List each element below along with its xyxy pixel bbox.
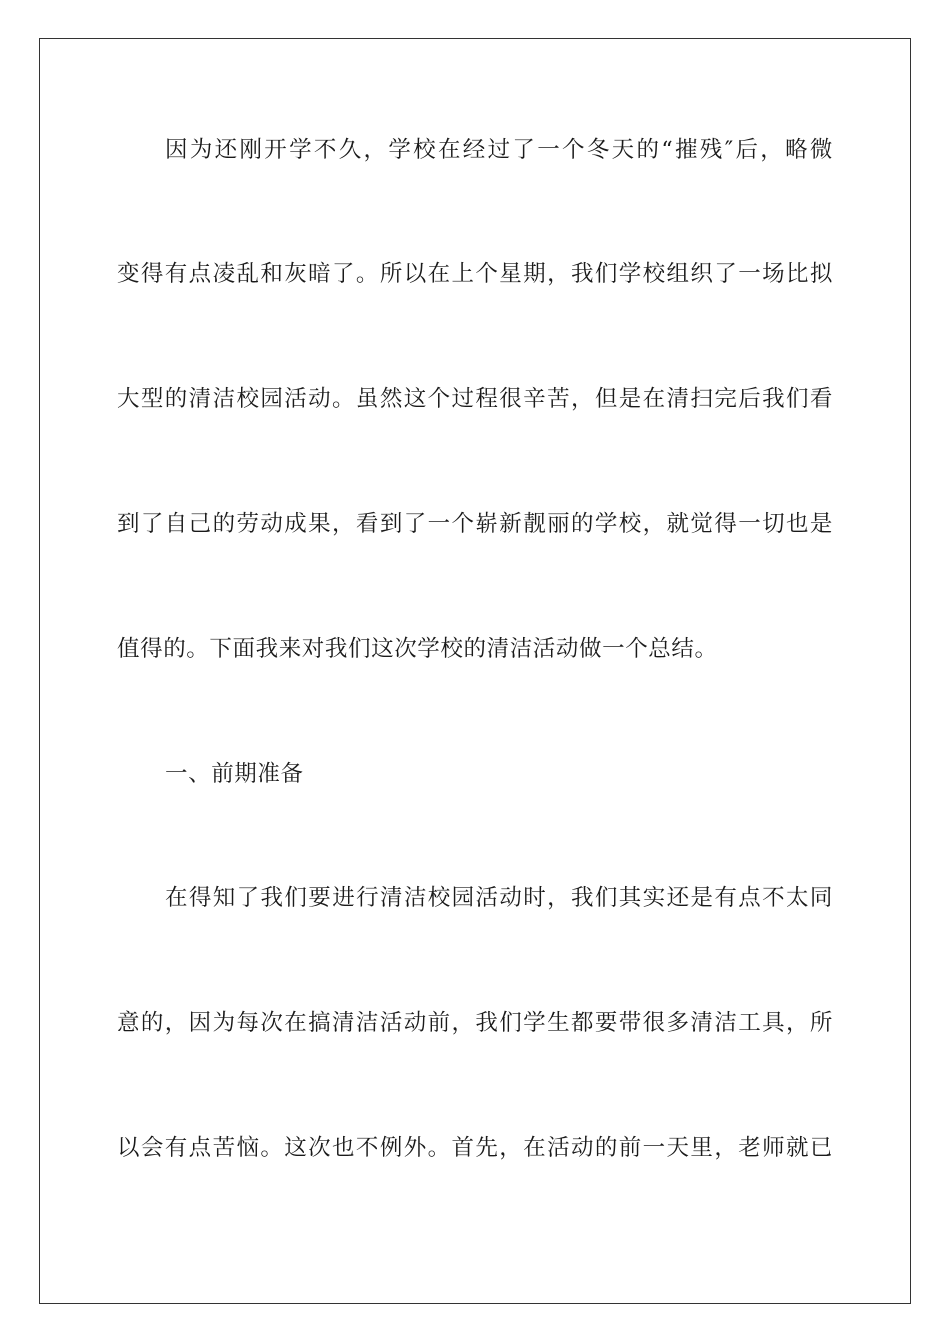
paragraph-line: 值得的。下面我来对我们这次学校的清洁活动做一个总结。: [117, 636, 718, 662]
paragraph-line: 以会有点苦恼。这次也不例外。首先，在活动的前一天里，老师就已: [117, 1135, 833, 1161]
paragraph-line: 变得有点凌乱和灰暗了。所以在上个星期，我们学校组织了一场比拟: [117, 261, 833, 287]
page-border: [39, 38, 911, 1304]
section-heading: 一、前期准备: [165, 761, 304, 787]
paragraph-line: 因为还刚开学不久，学校在经过了一个冬天的“摧残″后，略微: [165, 137, 833, 163]
paragraph-line: 大型的清洁校园活动。虽然这个过程很辛苦，但是在清扫完后我们看: [117, 386, 833, 412]
paragraph-line: 到了自己的劳动成果，看到了一个崭新靓丽的学校，就觉得一切也是: [117, 511, 833, 537]
paragraph-line: 意的，因为每次在搞清洁活动前，我们学生都要带很多清洁工具，所: [117, 1010, 833, 1036]
paragraph-line: 在得知了我们要进行清洁校园活动时，我们其实还是有点不太同: [165, 885, 833, 911]
